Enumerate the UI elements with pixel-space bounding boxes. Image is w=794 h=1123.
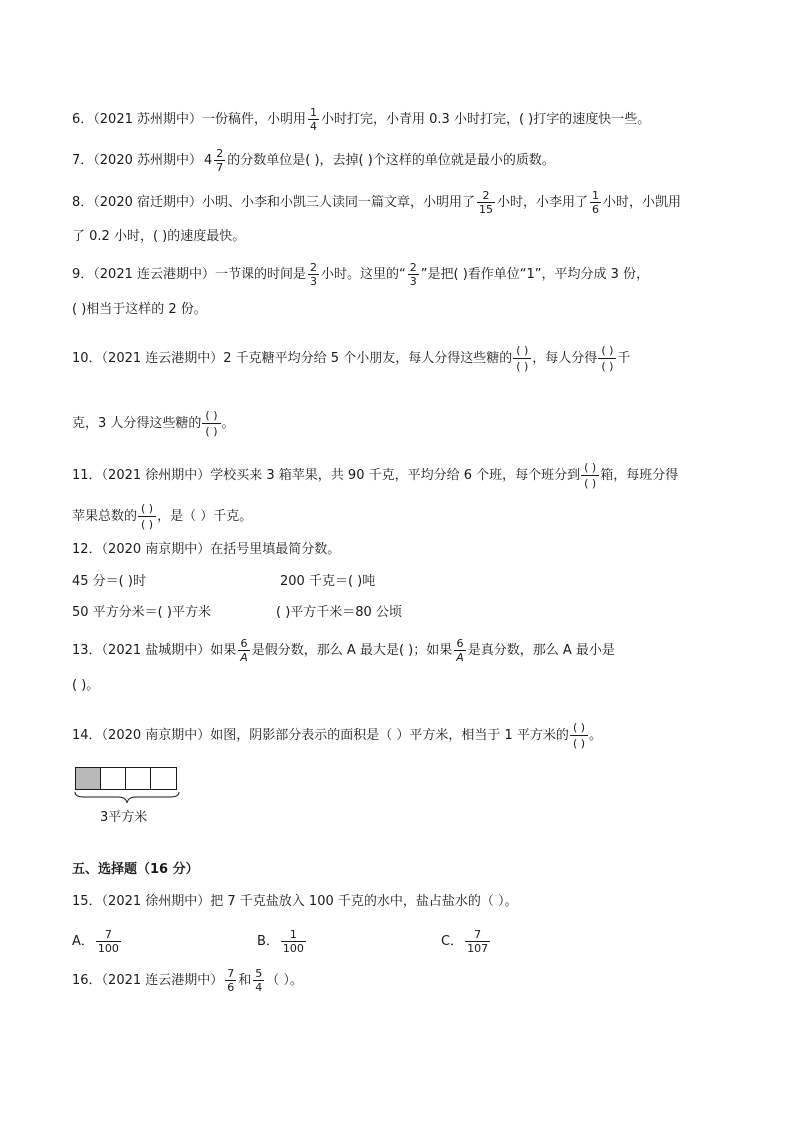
option-label: C． [441, 934, 464, 949]
q16-frac2-den: 4 [255, 981, 263, 994]
option-num: 1 [289, 928, 297, 941]
blank-den: ( ) [598, 358, 616, 372]
q16-frac1-num: 7 [227, 967, 235, 980]
blank-num: ( ) [572, 721, 586, 734]
q13-frac2-den: A [456, 651, 464, 664]
q6-frac-num: 1 [310, 106, 317, 119]
q16-text-mid: 和 [238, 973, 252, 988]
option-num: 7 [474, 928, 482, 941]
question-9-line-2: ( )相当于这样的 2 份。 [72, 302, 207, 317]
q9-fraction-2 [408, 262, 419, 287]
q10-blank-fraction-1 [513, 345, 531, 372]
q13-fraction-2 [454, 638, 466, 663]
question-10 [72, 345, 734, 372]
q13-fraction-1 [238, 638, 250, 663]
q13-frac2-num: 6 [456, 637, 464, 650]
q15-option-c [441, 929, 492, 954]
q11-text-line2a: 苹果总数的 [72, 509, 138, 524]
q14-text-b: 。 [589, 728, 603, 743]
question-7 [72, 148, 734, 173]
blank-num: ( ) [584, 461, 597, 474]
option-den: 100 [282, 942, 304, 955]
question-8-line-2: 了 0.2 小时，( )的速度最快。 [72, 229, 246, 244]
q10-text-line2a: 克，3 人分得这些糖的 [72, 416, 202, 431]
option-num: 7 [104, 928, 112, 941]
question-15: 15．（2021 徐州期中）把 7 千克盐放入 100 千克的水中，盐占盐水的（ ）。 [72, 894, 518, 909]
q15-option-b [257, 929, 308, 954]
question-11 [72, 462, 734, 489]
q16-fraction-1 [225, 968, 236, 993]
question-16 [72, 968, 734, 993]
q10-text-c: 千 [617, 351, 631, 366]
q14-text-a: 14．（2020 南京期中）如图，阴影部分表示的面积是（ ）平方米，相当于 1 平方米的 [72, 728, 569, 743]
question-9 [72, 262, 734, 287]
option-den: 107 [467, 942, 489, 955]
q9-fraction-1 [308, 262, 319, 287]
option-den: 100 [97, 942, 119, 955]
brace-icon [74, 791, 180, 805]
question-8 [72, 190, 734, 215]
blank-den: ( ) [202, 423, 220, 437]
blank-num: ( ) [601, 344, 614, 357]
q16-text-b: （ ）。 [266, 973, 303, 988]
blank-num: ( ) [141, 502, 154, 515]
q9-frac1-den: 3 [310, 275, 317, 288]
q13-frac1-num: 6 [240, 637, 248, 650]
question-12-row-1 [72, 572, 734, 592]
q16-frac1-den: 6 [227, 981, 235, 994]
blank-num: ( ) [516, 344, 529, 357]
q8-text-b: 小时，小李用了 [497, 195, 589, 210]
grid-cell [101, 768, 126, 789]
q13-frac1-den: A [240, 651, 248, 664]
q12-item-4: ( )平方千米＝80 公顷 [276, 605, 402, 620]
q7-text-a: 7．（2020 苏州期中） [72, 153, 202, 168]
q9-frac2-den: 3 [409, 275, 417, 288]
q11-blank-fraction-1 [581, 462, 599, 489]
option-label: B． [257, 934, 279, 949]
grid-cell [126, 768, 151, 789]
option-label: A． [72, 934, 94, 949]
q10-text-a: 10．（2021 连云港期中）2 千克糖平均分给 5 个小朋友，每人分得这些糖的 [72, 351, 513, 366]
q8-frac1-num: 2 [482, 189, 490, 202]
question-6 [72, 107, 734, 132]
question-11-line-2 [72, 503, 734, 530]
q6-frac-den: 4 [310, 120, 317, 133]
option-fraction [281, 929, 306, 954]
q11-text-a: 11．（2021 徐州期中）学校买来 3 箱苹果，共 90 千克，平均分给 6 个班，每个班分到 [72, 468, 581, 483]
q13-text-b: 是假分数，那么 A 最大是( )；如果 [251, 643, 453, 658]
q12-item-1: 45 分＝( )时 [72, 574, 146, 589]
q7-fraction [214, 148, 225, 173]
shaded-cell [76, 768, 101, 789]
blank-den: ( ) [513, 358, 531, 372]
q9-text-a: 9．（2021 连云港期中）一节课的时间是 [72, 267, 306, 282]
q8-fraction-2 [590, 190, 601, 215]
q7-frac-den: 7 [216, 161, 224, 174]
q7-text-b: 的分数单位是( )，去掉( )个这样的单位就是最小的质数。 [227, 153, 555, 168]
q11-blank-fraction-2 [138, 503, 156, 530]
q9-frac2-num: 2 [409, 261, 417, 274]
blank-num: ( ) [205, 409, 218, 422]
q9-text-c: ”是把( )看作单位“1”，平均分成 3 份， [420, 267, 650, 282]
blank-den: ( ) [581, 475, 599, 489]
q8-frac2-num: 1 [592, 189, 600, 202]
question-12-row-2 [72, 603, 734, 623]
q9-text-b: 小时。这里的“ [321, 267, 406, 282]
q13-text-a: 13．（2021 盐城期中）如果 [72, 643, 237, 658]
section-5-heading: 五、选择题（16 分） [72, 862, 199, 877]
q7-whole: 4 [204, 152, 213, 168]
blank-den: ( ) [570, 735, 588, 749]
q16-text-a: 16．（2021 连云港期中） [72, 973, 224, 988]
q7-frac-num: 2 [216, 147, 224, 160]
q10-blank-fraction-2 [598, 345, 616, 372]
area-grid-figure [75, 767, 177, 790]
grid-cell [151, 768, 176, 789]
question-12: 12．（2020 南京期中）在括号里填最简分数。 [72, 542, 341, 557]
blank-den: ( ) [138, 516, 156, 530]
q9-frac1-num: 2 [310, 261, 317, 274]
q6-text-b: 小时打完，小青用 0.3 小时打完，( )打字的速度快一些。 [321, 112, 651, 127]
q16-fraction-2 [253, 968, 264, 993]
q12-item-2: 200 千克＝( )吨 [280, 574, 376, 589]
figure-label: 3平方米 [100, 810, 148, 825]
question-10-line-2 [72, 410, 734, 437]
q6-text-a: 6．（2021 苏州期中）一份稿件，小明用 [72, 112, 306, 127]
q8-text-c: 小时，小凯用 [603, 195, 682, 210]
option-fraction [465, 929, 490, 954]
question-13-line-2: ( )。 [72, 678, 100, 693]
q8-fraction-1 [477, 190, 495, 215]
q16-frac2-num: 5 [255, 967, 263, 980]
q15-option-a [72, 929, 123, 954]
q14-blank-fraction [570, 722, 588, 749]
q10-blank-fraction-3 [202, 410, 220, 437]
q11-text-line2b: ，是（ ）千克。 [157, 509, 253, 524]
q12-item-3: 50 平方分米＝( )平方米 [72, 605, 211, 620]
q8-text-a: 8．（2020 宿迁期中）小明、小李和小凯三人读同一篇文章，小明用了 [72, 195, 475, 210]
q13-text-c: 是真分数，那么 A 最小是 [467, 643, 615, 658]
option-fraction [96, 929, 121, 954]
q8-frac2-den: 6 [592, 203, 600, 216]
q10-text-line2b: 。 [221, 416, 235, 431]
q10-text-b: ，每人分得 [532, 351, 598, 366]
question-13 [72, 638, 734, 663]
q6-fraction [308, 107, 319, 132]
question-14 [72, 722, 734, 749]
q11-text-b: 箱，每班分得 [600, 468, 679, 483]
q8-frac1-den: 15 [479, 203, 493, 216]
